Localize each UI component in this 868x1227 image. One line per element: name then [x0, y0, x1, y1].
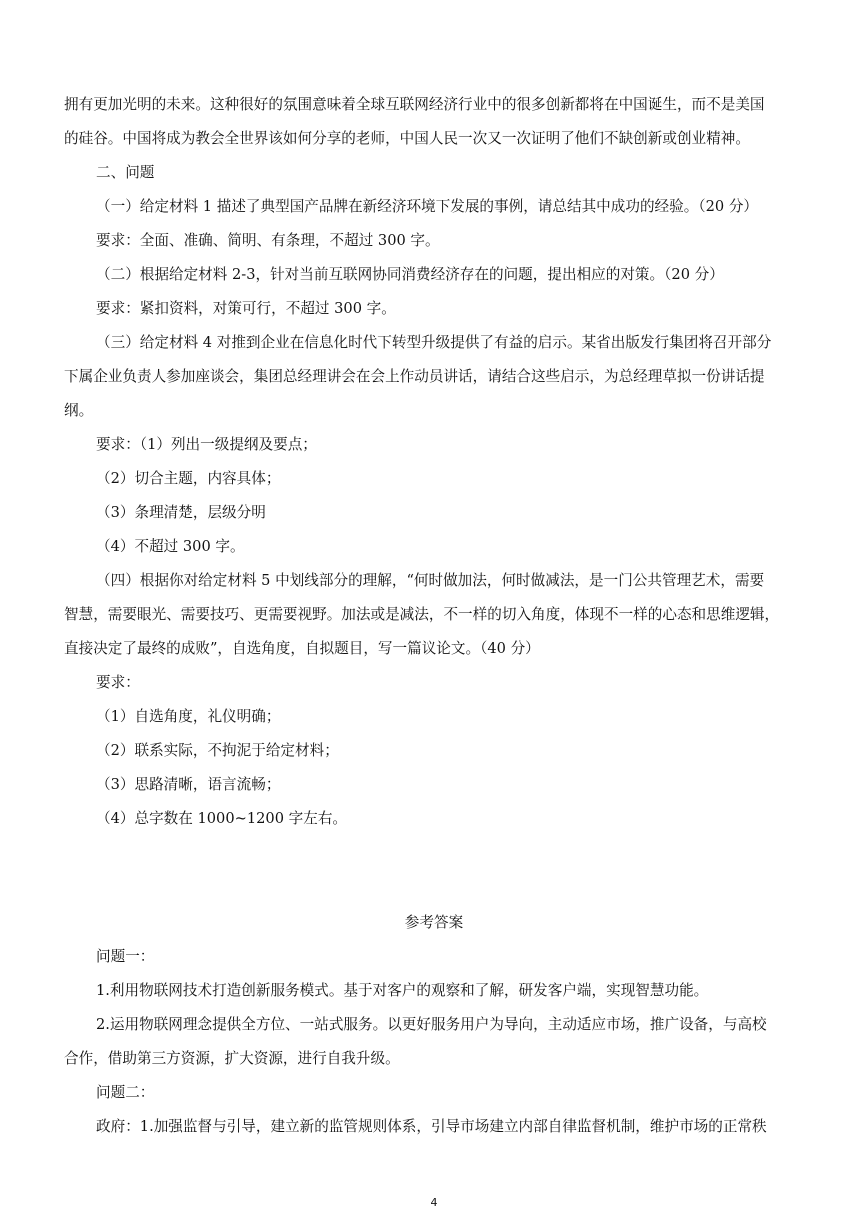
requirement-item: （2）联系实际，不拘泥于给定材料； [96, 742, 339, 759]
question-4-cont: 直接决定了最终的成败”，自选角度，自拟题目，写一篇议论文。（40 分） [64, 640, 540, 657]
question-4-cont: 智慧，需要眼光、需要技巧、更需要视野。加法或是减法，不一样的切入角度，体现不一样的心态和思维逻辑， [64, 606, 780, 623]
requirement-item: （4）不超过 300 字。 [96, 538, 245, 555]
question-2: （二）根据给定材料 2-3，针对当前互联网协同消费经济存在的问题，提出相应的对策。（20 分） [96, 266, 724, 283]
text-line: 的硅谷。中国将成为教会全世界该如何分享的老师，中国人民一次又一次证明了他们不缺创新或创业精神。 [64, 130, 750, 147]
question-4: （四）根据你对给定材料 5 中划线部分的理解，“何时做加法，何时做减法，是一门公共管理艺术，需要 [96, 572, 765, 589]
page-number: 4 [430, 1196, 438, 1209]
answer-1-heading: 问题一： [96, 948, 155, 965]
requirement-item: （3）思路清晰，语言流畅； [96, 776, 281, 793]
question-1: （一）给定材料 1 描述了典型国产品牌在新经济环境下发展的事例，请总结其中成功的经验。（20 分） [96, 198, 759, 215]
question-3: （三）给定材料 4 对推到企业在信息化时代下转型升级提供了有益的启示。某省出版发行集团将召开部分 [96, 334, 772, 351]
requirement-item: （4）总字数在 1000~1200 字左右。 [96, 810, 348, 827]
answer-1-point: 1.利用物联网技术打造创新服务模式。基于对客户的观察和了解，研发客户端，实现智慧功能。 [96, 982, 709, 999]
requirement-item: （3）条理清楚，层级分明 [96, 504, 266, 521]
requirement-4: 要求： [96, 674, 140, 691]
requirement-2: 要求：紧扣资料，对策可行，不超过 300 字。 [96, 300, 396, 317]
answer-2-point: 政府：1.加强监督与引导，建立新的监管规则体系，引导市场建立内部自律监督机制，维护市场的正常秩 [96, 1118, 767, 1135]
requirement-3: 要求：（1）列出一级提纲及要点； [96, 436, 317, 453]
question-3-cont: 下属企业负责人参加座谈会，集团总经理讲会在会上作动员讲话，请结合这些启示，为总经理草拟一份讲话提 [64, 368, 765, 385]
answer-2-heading: 问题二： [96, 1084, 155, 1101]
answer-1-point: 2.运用物联网理念提供全方位、一站式服务。以更好服务用户为导向，主动适应市场，推广设备，与高校 [96, 1016, 767, 1033]
answer-heading: 参考答案 [404, 914, 464, 931]
answer-1-point-cont: 合作，借助第三方资源，扩大资源，进行自我升级。 [64, 1050, 400, 1067]
requirement-item: （2）切合主题，内容具体； [96, 470, 281, 487]
requirement-1: 要求：全面、准确、简明、有条理，不超过 300 字。 [96, 232, 440, 249]
requirement-item: （1）自选角度，礼仪明确； [96, 708, 281, 725]
question-3-cont: 纲。 [64, 402, 94, 419]
section-heading: 二、问题 [96, 164, 155, 181]
text-line: 拥有更加光明的未来。这种很好的氛围意味着全球互联网经济行业中的很多创新都将在中国诞生，而不是美国 [64, 96, 765, 113]
